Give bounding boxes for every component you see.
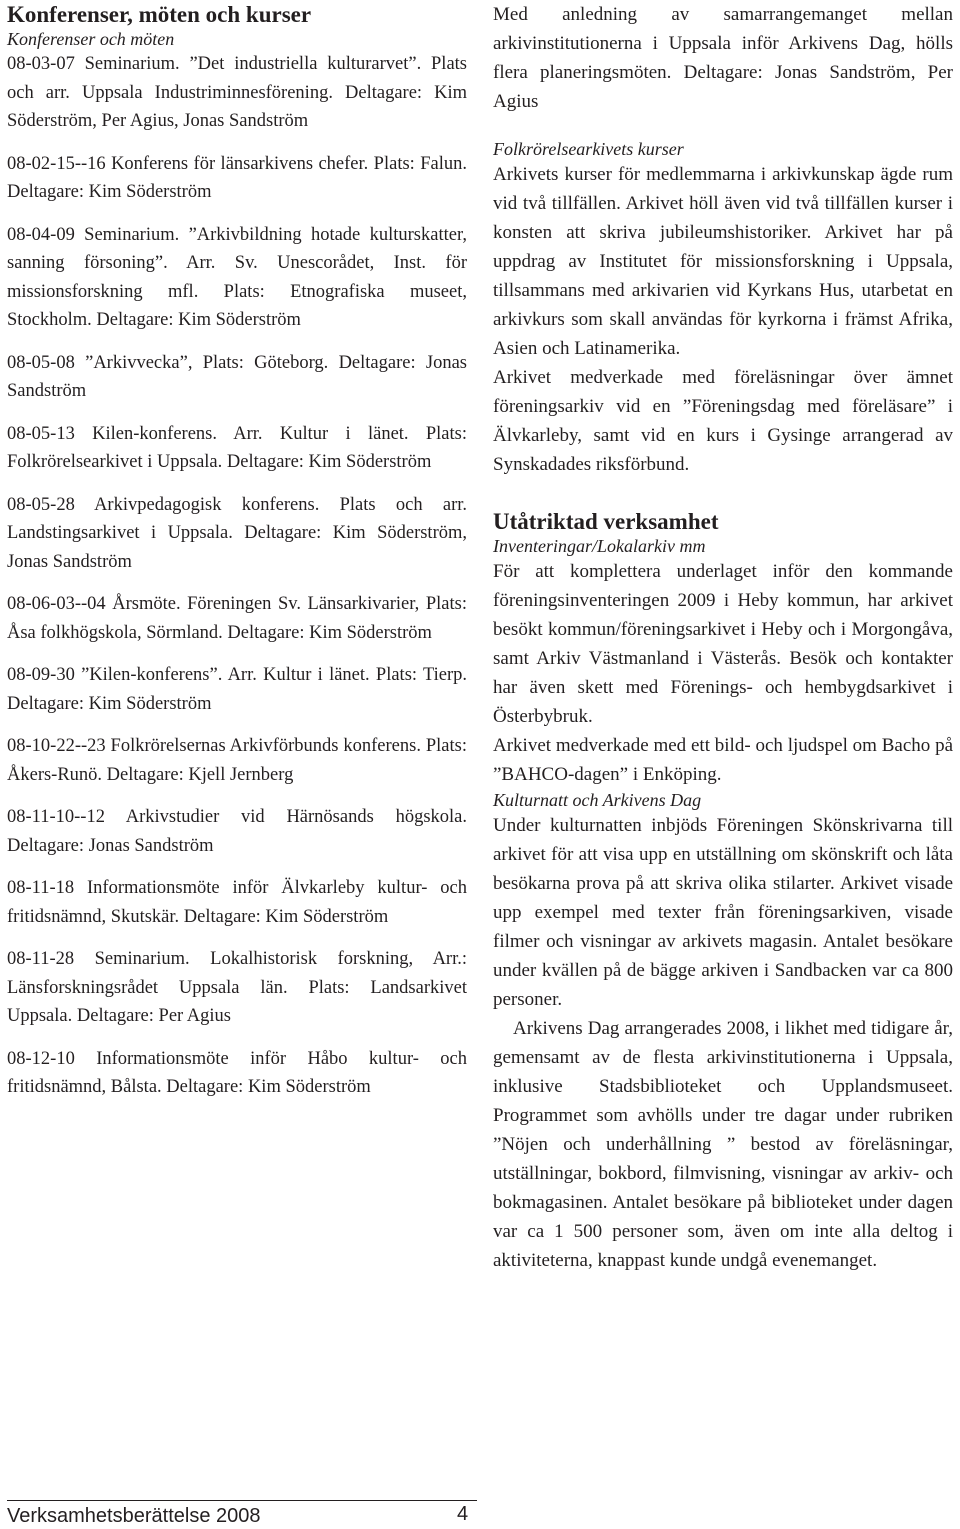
footer-report-title: Verksamhetsberättelse 2008	[7, 1505, 261, 1527]
conference-entry: 08-05-13 Kilen-konferens. Arr. Kultur i länet. Plats: Folkrörelsearkivet i Uppsala. Deltagare: Kim Söderström	[7, 423, 467, 472]
conference-entry: 08-04-09 Seminarium. ”Arkivbildning hotade kulturskatter, sanning försoning”. Arr. Sv. Unescorådet, Inst. för missionsforskning mfl. Plats: Etnografiska museet, Stockholm. Deltagare: Kim Söderström	[7, 224, 467, 330]
conference-entry: 08-12-10 Informationsmöte inför Håbo kultur- och fritidsnämnd, Bålsta. Deltagare: Kim Söderström	[7, 1048, 467, 1097]
planning-meetings-paragraph: Med anledning av samarrangemanget mellan arkivinstitutionerna i Uppsala inför Arkivens Dag, hölls flera planeringsmöten. Deltagare: Jonas Sandström, Per Agius	[493, 4, 953, 112]
conference-entry: 08-03-07 Seminarium. ”Det industriella kulturarvet”. Plats och arr. Uppsala Industriminnesförening. Deltagare: Kim Söderström, Per Agius, Jonas Sandström	[7, 54, 467, 131]
conference-entry: 08-10-22--23 Folkrörelsernas Arkivförbunds konferens. Plats: Åkers-Runö. Deltagare: Kjell Jernberg	[7, 736, 467, 785]
subheading-conferences-meetings: Konferenser och möten	[7, 29, 175, 49]
conference-entry: 08-05-28 Arkivpedagogisk konferens. Plats och arr. Landstingsarkivet i Uppsala. Deltagare: Kim Söderström, Jonas Sandström	[7, 494, 467, 572]
conference-entry: 08-11-28 Seminarium. Lokalhistorisk forskning, Arr.: Länsforskningsrådet Uppsala län. Plats: Landsarkivet Uppsala. Deltagare: Per Agius	[7, 949, 467, 1026]
conference-entry: 08-05-08 ”Arkivvecka”, Plats: Göteborg. Deltagare: Jonas Sandström	[7, 352, 467, 401]
subheading-inventory: Inventeringar/Lokalarkiv mm	[493, 536, 706, 556]
left-column	[7, 0, 467, 1116]
courses-paragraph-1: Arkivets kurser för medlemmarna i arkivkunskap ägde rum vid två tillfällen. Arkivet höll även vid två tillfällen kurser i konsten att skriva jubileumshistoriker. Arkivet har på uppdrag av Institutet för missionsforskning i Uppsala, tillsammans med arkivarien vid Kyrkans Hus, utarbetat en arkivkurs som skall användas för kyrkorna i främst Afrika, Asien och Latinamerika.	[493, 164, 953, 359]
page-footer	[7, 1500, 477, 1529]
conference-entry: 08-11-10--12 Arkivstudier vid Härnösands högskola. Deltagare: Jonas Sandström	[7, 807, 467, 856]
conference-entry: 08-09-30 ”Kilen-konferens”. Arr. Kultur i länet. Plats: Tierp. Deltagare: Kim Söderström	[7, 665, 467, 714]
section-heading-outreach: Utåtriktad verksamhet	[493, 509, 719, 534]
conference-entry: 08-11-18 Informationsmöte inför Älvkarleby kultur- och fritidsnämnd, Skutskär. Deltagare: Kim Söderström	[7, 878, 467, 927]
conference-entry: 08-02-15--16 Konferens för länsarkivens chefer. Plats: Falun. Deltagare: Kim Söderström	[7, 153, 467, 202]
right-column	[493, 0, 953, 1275]
page-number: 4	[457, 1503, 469, 1525]
subheading-culture-night: Kulturnatt och Arkivens Dag	[493, 790, 702, 810]
archives-day-paragraph: Arkivens Dag arrangerades 2008, i likhet med tidigare år, gemensamt av de flesta arkivinstitutionerna i Uppsala, inklusive Stadsbiblioteket och Upplandsmuseet. Programmet som avhölls under tre dagar under rubriken ”Nöjen och underhållning ” bestod av föreläsningar, utställningar, bokbord, filmvisning, visningar av arkiv- och bokmagasinen. Antalet besökare på biblioteket under dagen var ca 1 500 personer som, även om inte alla deltog i aktiviteterna, knappast kunde undgå evenemanget.	[493, 1018, 953, 1271]
culture-night-paragraph: Under kulturnatten inbjöds Föreningen Skönskrivarna till arkivet för att visa upp en utställning om skönskrift och låta besökarna prova på att skriva olika stilarter. Arkivet visade upp exempel med texter från föreningsarkiven, visade filmer och visningar av arkivets magasin. Antalet besökare under kvällen på de bägge arkiven i Sandbacken var ca 800 personer.	[493, 815, 953, 1010]
subheading-courses: Folkrörelsearkivets kurser	[493, 139, 684, 159]
courses-paragraph-2: Arkivet medverkade med föreläsningar över ämnet föreningsarkiv vid en ”Föreningsdag med föreläsare” i Älvkarleby, samt vid en kurs i Gysinge arrangerad av Synskadades riksförbund.	[493, 367, 953, 475]
conference-entry: 08-06-03--04 Årsmöte. Föreningen Sv. Länsarkivarier, Plats: Åsa folkhögskola, Sörmland. Deltagare: Kim Söderström	[7, 594, 467, 643]
inventory-paragraph-2: Arkivet medverkade med ett bild- och ljudspel om Bacho på ”BAHCO-dagen” i Enköping.	[493, 735, 953, 785]
inventory-paragraph-1: För att komplettera underlaget inför den kommande föreningsinventeringen 2009 i Heby kommun, har arkivet besökt kommun/föreningsarkivet i Heby och i Morgongåva, samt Arkiv Västmanland i Västerås. Besök och kontakter har även skett med Förenings- och hembygdsarkivet i Österbybruk.	[493, 561, 953, 727]
section-heading-conferences: Konferenser, möten och kurser	[7, 2, 312, 27]
